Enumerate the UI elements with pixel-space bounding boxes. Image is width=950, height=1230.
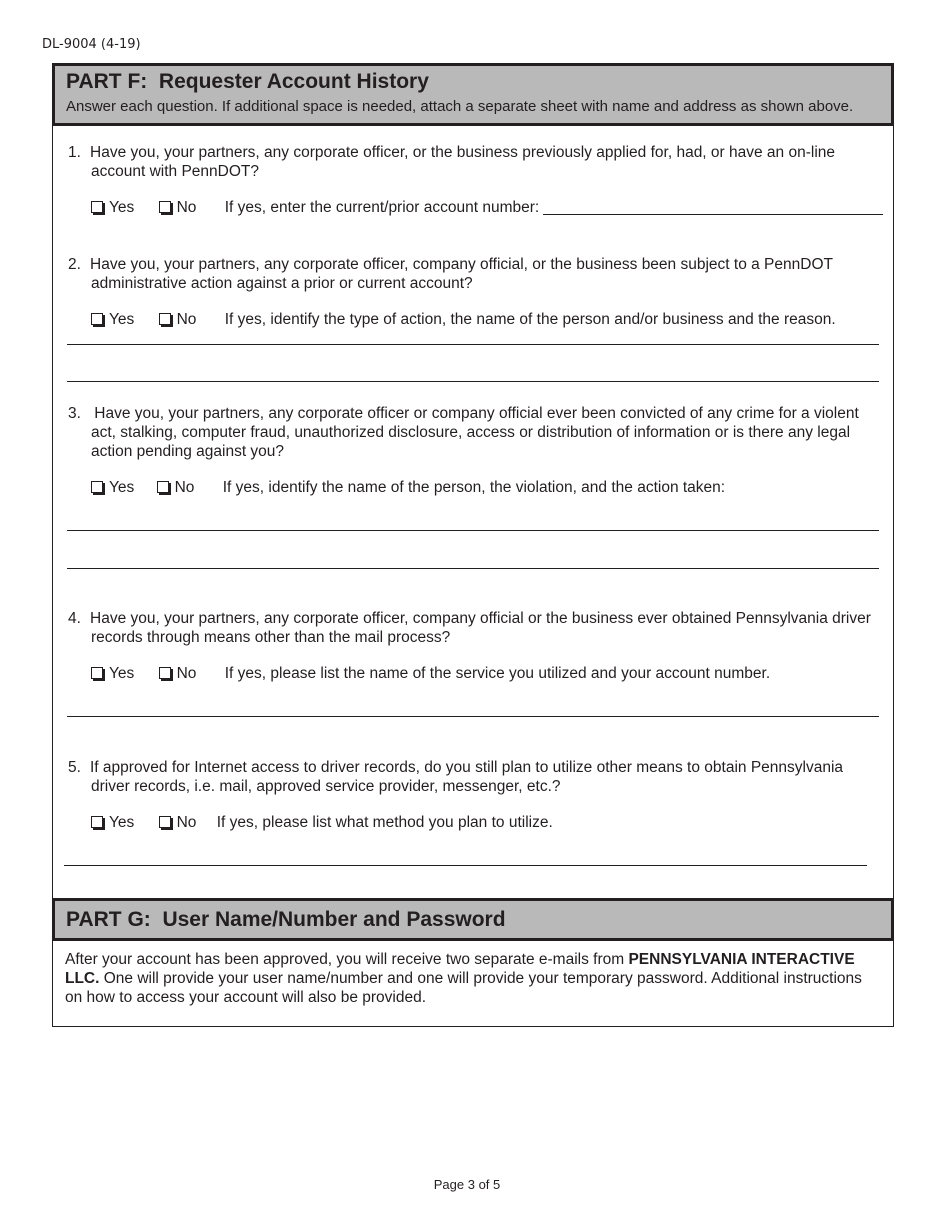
question-1-no-checkbox[interactable] <box>159 199 197 217</box>
question-4-answer-line-1[interactable] <box>67 716 879 717</box>
question-5-number: 5. <box>68 759 81 776</box>
checkbox-icon <box>159 667 171 679</box>
question-4 <box>68 609 880 647</box>
part-g-title: PART G: User Name/Number and Password <box>66 908 506 931</box>
question-4-yes-label: Yes <box>109 665 135 682</box>
question-4-answer-row <box>91 665 770 683</box>
question-1-prompt: If yes, enter the current/prior account number: <box>224 199 540 216</box>
form-code: DL-9004 (4-19) <box>42 37 141 52</box>
part-f-title: PART F: Requester Account History <box>66 70 429 93</box>
checkbox-icon <box>91 667 103 679</box>
question-3-text-line2: act, stalking, computer fraud, unauthorized disclosure, access or distribution of information or is there any legal <box>91 424 851 441</box>
account-number-field[interactable] <box>543 214 883 215</box>
part-g-body <box>65 950 880 1007</box>
question-3-no-label: No <box>174 479 195 496</box>
question-5-yes-checkbox[interactable] <box>91 814 134 832</box>
question-4-no-checkbox[interactable] <box>159 665 197 683</box>
question-2-text-line2: administrative action against a prior or current account? <box>91 275 473 292</box>
question-3-text-line1: Have you, your partners, any corporate officer or company official ever been convicted of any crime for a violent <box>90 405 859 422</box>
part-g-header <box>52 898 894 941</box>
question-1-answer-row <box>91 199 883 217</box>
question-2-no-checkbox[interactable] <box>159 311 197 329</box>
question-2-text-line1: Have you, your partners, any corporate officer, company official, or the business been subject to a PennDOT <box>90 256 833 273</box>
question-2-yes-label: Yes <box>109 311 135 328</box>
question-3-answer-line-2[interactable] <box>67 568 879 569</box>
question-5 <box>68 758 880 796</box>
question-4-text-line2: records through means other than the mail process? <box>91 629 451 646</box>
checkbox-icon <box>159 313 171 325</box>
question-5-answer-line-1[interactable] <box>64 865 867 866</box>
checkbox-icon <box>91 313 103 325</box>
question-4-yes-checkbox[interactable] <box>91 665 134 683</box>
question-3-text-line3: action pending against you? <box>91 443 285 460</box>
question-3-yes-label: Yes <box>109 479 135 496</box>
question-5-no-label: No <box>176 814 197 831</box>
question-3-yes-checkbox[interactable] <box>91 479 134 497</box>
checkbox-icon <box>159 816 171 828</box>
question-5-yes-label: Yes <box>109 814 135 831</box>
question-5-answer-row <box>91 814 553 832</box>
part-g-text-before: After your account has been approved, you will receive two separate e-mails from <box>65 951 629 968</box>
checkbox-icon <box>91 481 103 493</box>
question-1-text-line2: account with PennDOT? <box>91 163 260 180</box>
question-4-no-label: No <box>176 665 197 682</box>
question-2-no-label: No <box>176 311 197 328</box>
question-3 <box>68 404 880 461</box>
question-3-answer-line-1[interactable] <box>67 530 879 531</box>
question-1-number: 1. <box>68 144 81 161</box>
checkbox-icon <box>157 481 169 493</box>
part-f-header <box>52 63 894 126</box>
question-2-answer-line-1[interactable] <box>67 344 879 345</box>
question-2-answer-row <box>91 311 836 329</box>
part-g-text-after: One will provide your user name/number and one will provide your temporary password. Additional instructions on how to access your account will also be provided. <box>65 970 862 1006</box>
question-4-number: 4. <box>68 610 81 627</box>
checkbox-icon <box>91 201 103 213</box>
question-2-prompt: If yes, identify the type of action, the name of the person and/or business and the reason. <box>224 311 836 328</box>
question-3-number: 3. <box>68 405 81 422</box>
checkbox-icon <box>91 816 103 828</box>
question-2-number: 2. <box>68 256 81 273</box>
question-5-prompt: If yes, please list what method you plan to utilize. <box>216 814 553 831</box>
question-4-text-line1: Have you, your partners, any corporate officer, company official or the business ever obtained Pennsylvania driver <box>90 610 871 627</box>
question-2-yes-checkbox[interactable] <box>91 311 134 329</box>
question-5-no-checkbox[interactable] <box>159 814 197 832</box>
question-1-text-line1: Have you, your partners, any corporate officer, or the business previously applied for, had, or have an on-line <box>90 144 836 161</box>
page-number: Page 3 of 5 <box>433 1177 501 1192</box>
question-3-answer-row <box>91 479 725 497</box>
question-1 <box>68 143 880 181</box>
question-4-prompt: If yes, please list the name of the service you utilized and your account number. <box>224 665 771 682</box>
question-2-answer-line-2[interactable] <box>67 381 879 382</box>
question-5-text-line1: If approved for Internet access to driver records, do you still plan to utilize other means to obtain Pennsylvania <box>90 759 844 776</box>
question-1-yes-label: Yes <box>109 199 135 216</box>
question-3-no-checkbox[interactable] <box>157 479 195 497</box>
part-g-company: PENNSYLVANIA INTERACTIVE LLC. <box>65 951 855 987</box>
question-5-text-line2: driver records, i.e. mail, approved service provider, messenger, etc.? <box>91 778 561 795</box>
checkbox-icon <box>159 201 171 213</box>
question-1-yes-checkbox[interactable] <box>91 199 134 217</box>
question-3-prompt: If yes, identify the name of the person, the violation, and the action taken: <box>222 479 726 496</box>
question-2 <box>68 255 880 293</box>
part-f-instructions: Answer each question. If additional space is needed, attach a separate sheet with name and address as shown above. <box>66 98 854 115</box>
question-1-no-label: No <box>176 199 197 216</box>
